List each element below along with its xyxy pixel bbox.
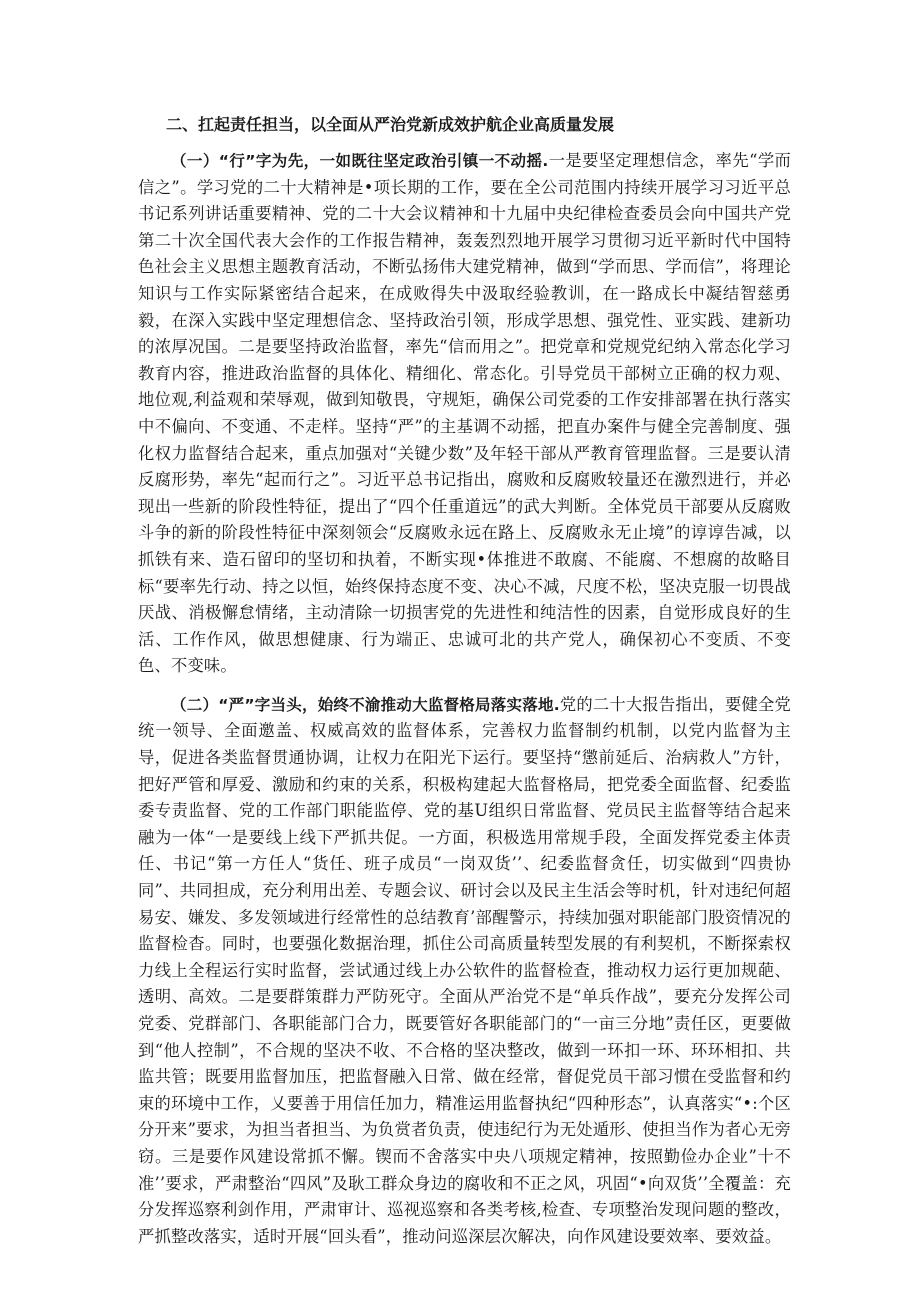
paragraph-section-1 (138, 148, 791, 680)
paragraph-lead-2: （二）“严”字当头，始终不渝推动大监督格局落实落地. (171, 695, 560, 714)
paragraph-lead-1: （一）“行”字为先，一如既往坚定政治引镇一不动摇. (171, 152, 549, 170)
document-page (138, 112, 791, 1262)
paragraph-body-1: 一是要坚定理想信念，率先“学而信之”。学习党的二十大精神是•项长期的工作，要在全公司范围内持续开展学习习近平总书记系列讲话重要精神、党的二十大会议精神和十九届中央纪律检查委员会向中国共产党第二十次全国代表大会作的工作报告精神，轰轰烈烈地开展学习贯彻习近平新时代中国特色社会主义思想主题教育活动，不断弘扬伟大建党精神，做到“学而思、学而信”，将理论知识与工作实际紧密结合起来，在成败得失中汲取经验教训，在一路成长中凝结智慈勇毅，在深入实践中坚定理想信念、坚持政治引领，形成学思想、强党性、亚实践、建新功的浓厚况国。二是要坚持政治监督，率先“信而用之”。把党章和党规党纪纳入常态化学习教育内容，推进政治监督的具体化、精细化、常态化。引导党员干部树立正确的权力观、地位观,利益观和荣辱观，做到知敬畏，守规矩，确保公司党委的工作安排部署在执行落实中不偏向、不变通、不走样。坚持“严”的主基调不动摇，把直办案件与健全完善制度、强化权力监督结合起来，重点加强对“关键少数”及年轻干部从严教育管理监督。三是要认清反腐形势，率先“起而行之”。习近平总书记指出，腐败和反腐败较量还在激烈进行，并必现出一些新的阶段性特征，提出了“四个任重道远”的武大判断。全体党员干部要从反腐败斗争的新的阶段性特征中深刻领会“反腐败永远在路上、反腐败永无止境”的谆谆告减，以抓铁有来、造石留印的坚切和执着，不断实现•体推进不敢腐、不能腐、不想腐的故略目标“要率先行动、持之以恒，始终保持态度不变、决心不减，尺度不松，坚决克服一切畏战厌战、消极懈怠情绪，主动清除一切损害党的先进性和纯洁性的因素，自觉形成良好的生活、工作作风，做思想健康、行为端正、忠诚可北的共产党人，确保初心不变质、不变色、不变味。 (138, 151, 792, 676)
section-heading: 二、扛起责任担当，以全面从严治党新成效护航企业高质量发展 (166, 115, 615, 134)
paragraph-section-2 (138, 692, 791, 1250)
paragraph-body-2: 党的二十大报告指出，要健全党统一领导、全面邀盖、权威高效的监督体系，完善权力监督制约机制，以党内监督为主导，促进各类监督贯通协调，让权力在阳光下运行。要坚持“懲前延后、治病救人”方针，把好严管和厚爱、激励和约束的关系，积极构建起大监督格局，把党委全面监督、纪委监委专责监督、党的工作部门职能监停、党的基U组织日常监督、党员民主监督等结合起来融为一体“一是要线上线下严抓共促。一方面，积极选用常规手段，全面发挥党委主体责任、书记“第一方任人“货任、班子成员“一岗双货’’、纪委监督贪任，切实做到“四贵协同”、共同担成，充分利用出差、专题会议、研讨会以及民主生活会等时机，针对违纪何超易安、嫌发、多发领域进行经常性的总结教育’部醒警示，持续加强对职能部门股资情况的监督检杳。同时，也要强化数据治理，抓住公司高质量转型发展的有利契机，不断探索权力线上全程运行实时监督，尝试通过线上办公软件的监督检查，推动权力运行更加规葩、透明、高效。二是要群策群力严防死守。全面从严治党不是“单兵作战”，要充分发挥公司党委、党群部门、各职能部门合力，既要管好各职能部门的“一亩三分地”责任区，更要做到“他人控制”，不合规的坚决不收、不合格的坚决整改，做到一环扣一环、环环相扣、共监共管；既要用监督加压，把监督融入日常、做在经常，督促党员干部习惯在受监督和约束的环境中工作，乂要善于用信任加力，精准运用监督执纪“四种形态”，认真落实“•:个区分开来”要求，为担当者担当、为负赏者负责，使违纪行为无处遁形、使担当作为者心无旁窃。三是要作风建设常抓不懈。锲而不舍落实中央八项规定精神，按照勤俭办企业”十不准’’要求，严肃整治“四风”及耿工群众身边的腐收和不正之风，巩固“•向双货’’全覆盖：充分发挥巡察利剑作用，严肃审计、巡视巡察和各类考核,检查、专项整治发现问题的整改，严抓整改落实，适时开展“回头看”，推动问巡深层次解决，向作风建设要效率、要效益。 (138, 694, 791, 1246)
